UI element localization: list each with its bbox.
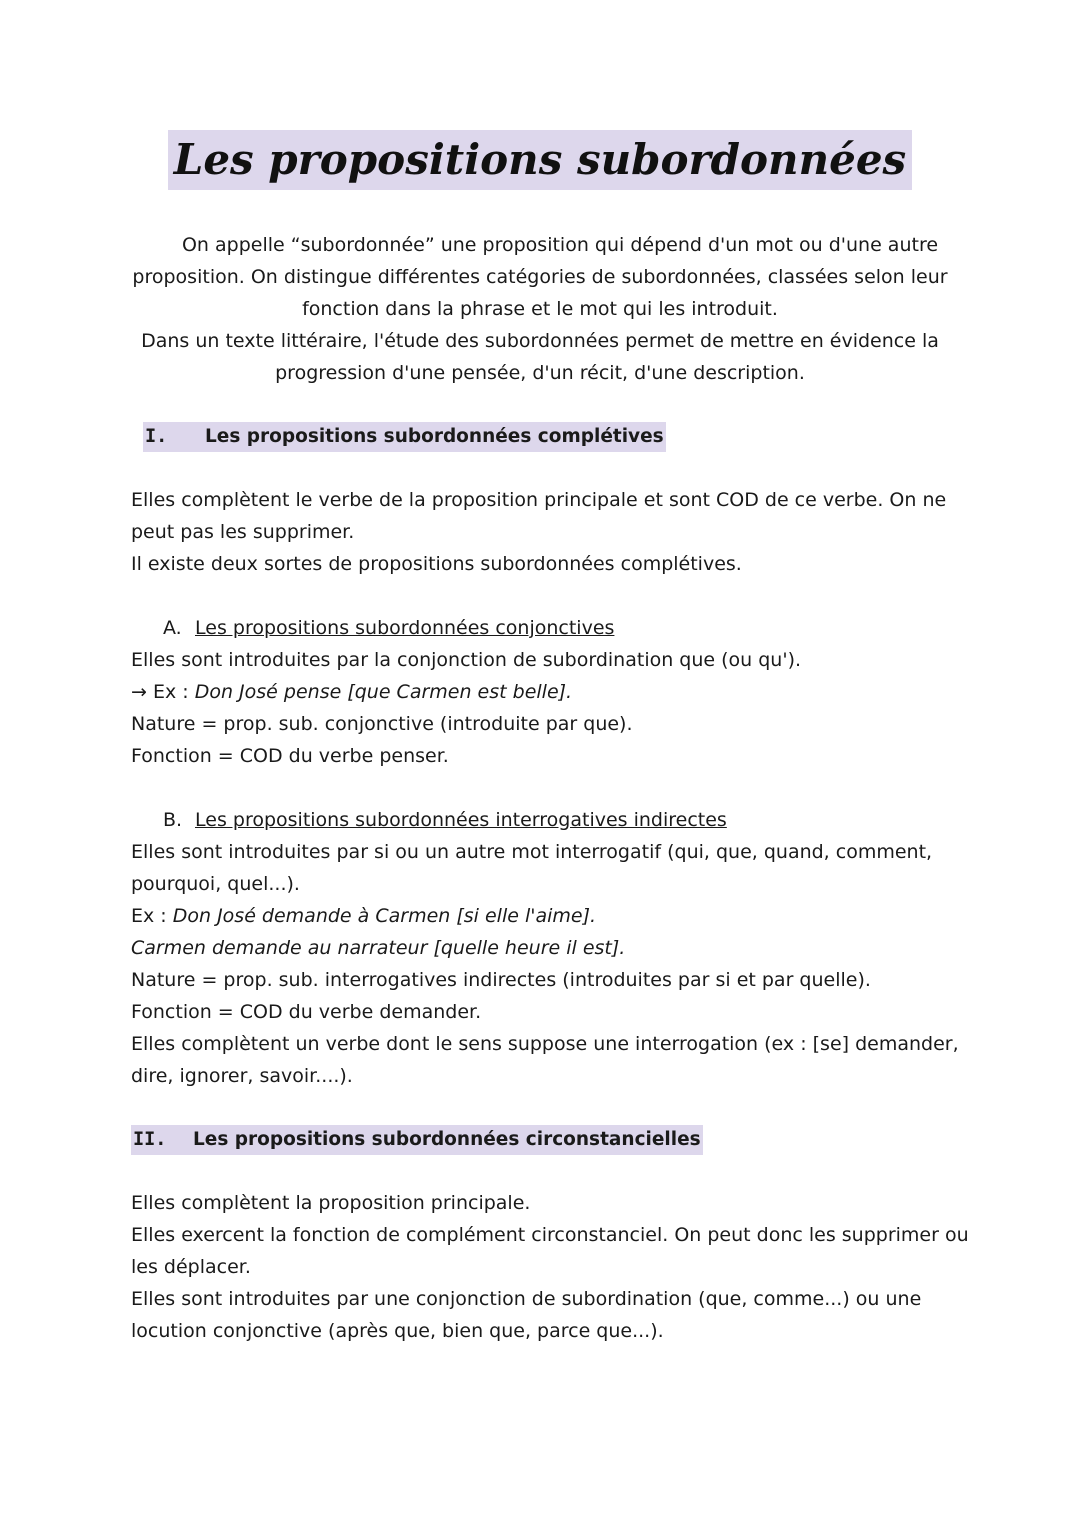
intro-line: proposition. On distingue différentes catégories de subordonnées, classées selon leur <box>132 266 948 288</box>
body-line: Il existe deux sortes de propositions subordonnées complétives. <box>131 553 742 575</box>
body-line: Elles complètent le verbe de la proposition principale et sont COD de ce verbe. On ne <box>131 489 947 511</box>
body-line: Elles sont introduites par la conjonction de subordination que (ou qu'). <box>131 649 802 671</box>
intro-line: Dans un texte littéraire, l'étude des subordonnées permet de mettre en évidence la <box>141 330 939 352</box>
section-1-number: I. <box>145 426 168 447</box>
body-line: peut pas les supprimer. <box>131 521 355 543</box>
section-2-heading <box>131 1125 703 1155</box>
body-line: les déplacer. <box>131 1256 251 1278</box>
body-line: Elles sont introduites par une conjonction de subordination (que, comme...) ou une <box>131 1288 922 1310</box>
body-line: locution conjonctive (après que, bien que, parce que...). <box>131 1320 664 1342</box>
page-title: Les propositions subordonnées <box>168 130 912 190</box>
example-line <box>131 900 596 932</box>
subsection-b-heading <box>163 804 727 836</box>
subsection-a-heading <box>163 612 614 644</box>
subsection-a-letter: A. <box>163 617 182 639</box>
intro-paragraphs <box>130 229 950 389</box>
body-line: Elles exercent la fonction de complément circonstanciel. On peut donc les supprimer ou <box>131 1224 969 1246</box>
body-line: Elles complètent un verbe dont le sens suppose une interrogation (ex : [se] demander, <box>131 1033 959 1055</box>
section-2-title: Les propositions subordonnées circonstancielles <box>193 1129 701 1150</box>
intro-line: fonction dans la phrase et le mot qui les introduit. <box>302 298 778 320</box>
example-text: Don José demande à Carmen [si elle l'aime]. <box>172 905 597 927</box>
body-line: pourquoi, quel...). <box>131 873 300 895</box>
body-line: dire, ignorer, savoir....). <box>131 1065 353 1087</box>
section-1-title: Les propositions subordonnées complétives <box>205 426 664 447</box>
body-line: Elles complètent la proposition principale. <box>131 1192 531 1214</box>
body-line: Elles sont introduites par si ou un autre mot interrogatif (qui, que, quand, comment, <box>131 841 933 863</box>
intro-line: On appelle “subordonnée” une proposition qui dépend d'un mot ou d'une autre <box>181 234 939 256</box>
fonction-line: Fonction = COD du verbe demander. <box>131 1001 482 1023</box>
example-prefix: → Ex : <box>131 681 195 703</box>
example-line: Carmen demande au narrateur [quelle heure il est]. <box>131 937 626 959</box>
example-prefix: Ex : <box>131 905 173 927</box>
section-1-heading <box>143 422 666 452</box>
subsection-a-title: Les propositions subordonnées conjonctives <box>195 617 615 639</box>
title-container <box>0 130 1080 190</box>
section-2-number: II. <box>133 1129 167 1150</box>
subsection-b-title: Les propositions subordonnées interrogatives indirectes <box>195 809 727 831</box>
nature-line: Nature = prop. sub. conjonctive (introduite par que). <box>131 713 633 735</box>
example-text: Don José pense [que Carmen est belle]. <box>194 681 573 703</box>
nature-line: Nature = prop. sub. interrogatives indirectes (introduites par si et par quelle). <box>131 969 871 991</box>
fonction-line: Fonction = COD du verbe penser. <box>131 745 449 767</box>
example-line <box>131 676 572 708</box>
intro-line: progression d'une pensée, d'un récit, d'une description. <box>275 362 805 384</box>
subsection-b-letter: B. <box>163 809 183 831</box>
